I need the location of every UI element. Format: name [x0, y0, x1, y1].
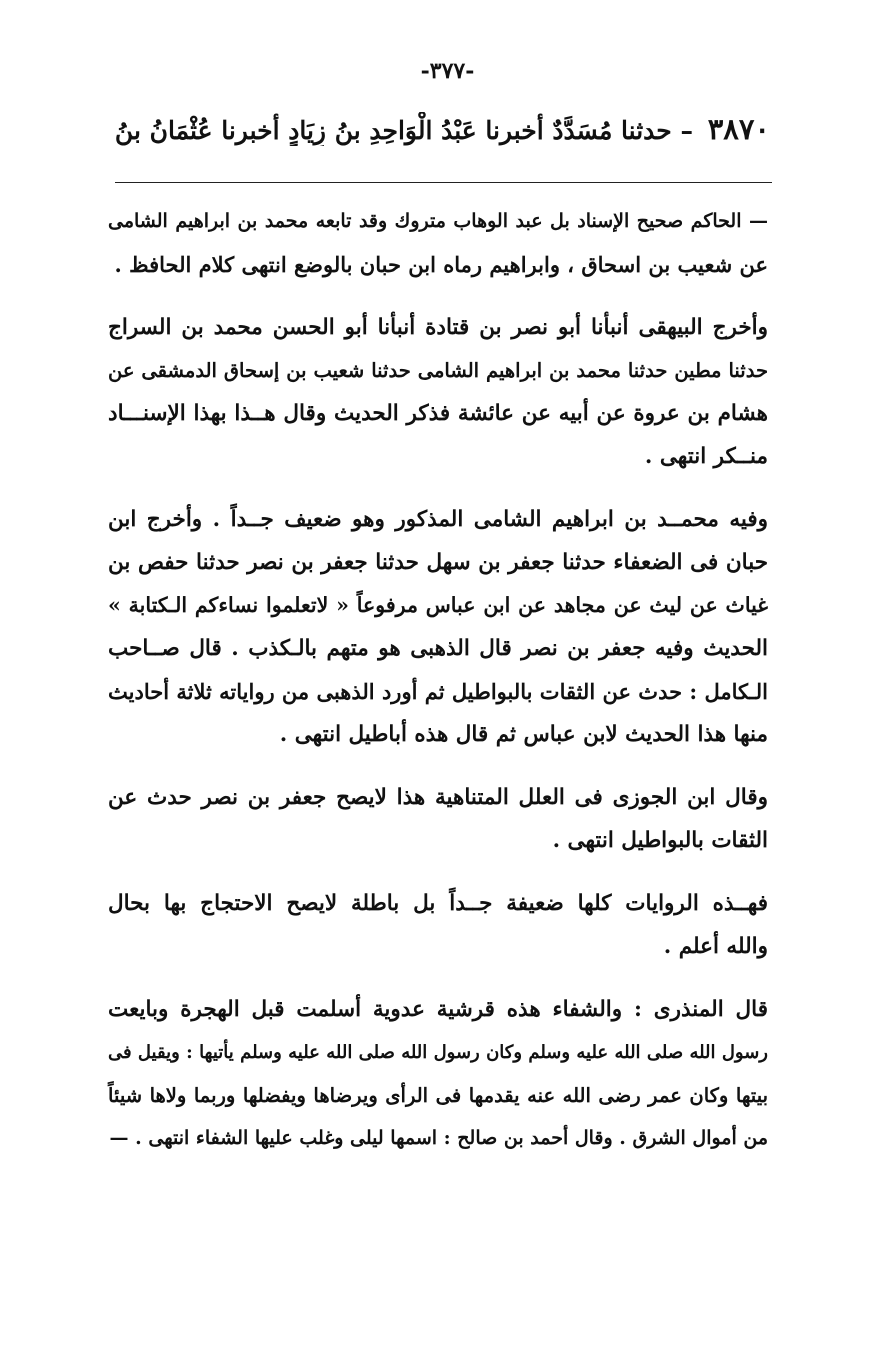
body-text	[108, 200, 768, 1160]
paragraph-2	[108, 306, 768, 478]
text-line: حدثنا مطين حدثنا محمد بن ابراهيم الشامى حدثنا شعيب بن إسحاق الدمشقى عن	[108, 359, 768, 382]
page-number: -٣٧٧-	[420, 58, 475, 84]
header-divider	[115, 182, 772, 183]
paragraph-5	[108, 882, 768, 968]
text-line: منها هذا الحديث لابن عباس ثم قال هذه أباطيل انتهى .	[279, 722, 768, 747]
text-line: وقال ابن الجوزى فى العلل المتناهية هذا لايصح جعفر بن نصر حدث عن	[108, 785, 768, 810]
text-line: غياث عن ليث عن مجاهد عن ابن عباس مرفوعاً « لاتعلموا نساءكم الـكتابة »	[108, 593, 768, 617]
text-line: الثقات بالبواطيل انتهى .	[552, 828, 768, 853]
paragraph-3	[108, 498, 768, 756]
text-line: بيتها وكان عمر رضى الله عنه يقدمها فى الرأى ويرضاها ويفضلها وربما ولاها شيئاً	[108, 1084, 768, 1107]
text-line: حبان فى الضعفاء حدثنا جعفر بن سهل حدثنا جعفر بن نصر حدثنا حفص بن	[108, 550, 768, 575]
hadith-number: ٣٨٧٠	[707, 112, 770, 146]
hadith-heading-text: – حدثنا مُسَدَّدٌ أخبرنا عَبْدُ الْوَاحِدِ بنُ زِيَادٍ أخبرنا عُثْمَانُ بنُ	[115, 116, 693, 145]
paragraph-6	[108, 988, 768, 1160]
text-line: رسول الله صلى الله عليه وسلم وكان رسول الله صلى الله عليه وسلم يأتيها : ويقيل فى	[108, 1042, 768, 1063]
text-line: — الحاكم صحيح الإسناد بل عبد الوهاب متروك وقد تابعه محمد بن ابراهيم الشامى	[108, 210, 768, 232]
text-line: الـكامل : حدث عن الثقات بالبواطيل ثم أورد الذهبى من رواياته ثلاثة أحاديث	[108, 679, 768, 704]
text-line: والله أعلم .	[663, 934, 768, 959]
text-line: قال المنذرى : والشفاء هذه قرشية عدوية أسلمت قبل الهجرة وبايعت	[108, 997, 768, 1022]
hadith-heading	[115, 112, 770, 146]
paragraph-1	[108, 200, 768, 286]
text-line: عن شعيب بن اسحاق ، وابراهيم رماه ابن حبان بالوضع انتهى كلام الحافظ .	[114, 252, 768, 277]
text-line: من أموال الشرق . وقال أحمد بن صالح : اسمها ليلى وغلب عليها الشفاء انتهى . —	[109, 1127, 768, 1149]
paragraph-4	[108, 776, 768, 862]
text-line: وفيه محمــد بن ابراهيم الشامى المذكور وهو ضعيف جــداً . وأخرج ابن	[108, 507, 768, 532]
text-line: وأخرج البيهقى أنبأنا أبو نصر بن قتادة أنبأنا أبو الحسن محمد بن السراج	[108, 315, 768, 340]
text-line: فهــذه الروايات كلها ضعيفة جــداً بل باطلة لايصح الاحتجاج بها بحال	[108, 891, 768, 916]
text-line: هشام بن عروة عن أبيه عن عائشة فذكر الحديث وقال هــذا بهذا الإسنـــاد	[108, 401, 768, 426]
text-line: منــكر انتهى .	[644, 444, 768, 469]
text-line: الحديث وفيه جعفر بن نصر قال الذهبى هو متهم بالـكذب . قال صــاحب	[108, 636, 768, 661]
